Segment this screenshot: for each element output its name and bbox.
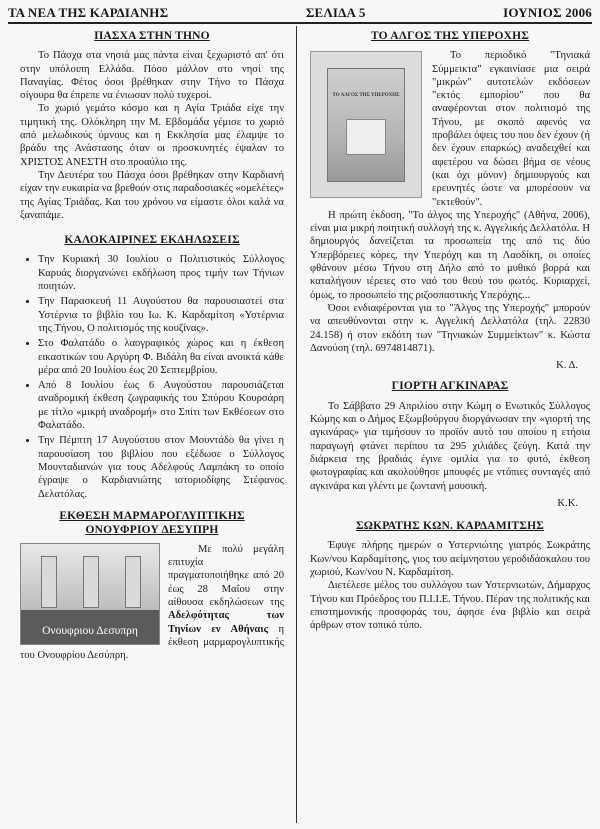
issue-date: ΙΟΥΝΙΟΣ 2006: [503, 5, 592, 20]
list-item: • Την Πέμπτη 17 Αυγούστου στον Μουντάδο θα γίνει η παρουσίαση του βιβλίου που εξέδωσε ο Σύλλογος Μουνταδιανών για τους Αδελφούς Λαμπάκη το οποίο έγραψε ο Καρδιανιώτης ιστοριοδίφης Στέφανος Δελατόλας.: [38, 434, 284, 500]
paragraph: Η πρώτη έκδοση, "Το άλγος της Υπεροχής" (Αθήνα, 2006), είναι μια μικρή ποιητική συλλογή της κ. Αγγελικής Δελλατόλα. Η δημιουργός δανείζεται τα προσωπεία της από τις δύο Υπερβόρειες κόρες, την Υπερόχη και τη Λαοδίκη, οι οποίες φθάνουν μέσω Τήνου στη Δήλο από το μυθικό βορρά και καταλήγουν ιέρειες στο ναό του θεού του φωτός. Κυριαρχεί, όμως, το προσωπείο της ριζοσπαστικής Υπερόχης...: [310, 209, 590, 301]
article-summer-events: [20, 234, 284, 501]
list-item: • Στο Φαλατάδο ο λαογραφικός χώρος και η έκθεση εικαστικών του Αργύρη Φ. Βιδάλη θα είναι ανοικτά κάθε μέρα από 20 Ιουλίου έως 20 Σεπτεμβρίου.: [38, 337, 284, 377]
author-signature: Κ.Κ.: [557, 497, 578, 509]
page-header: [8, 4, 592, 22]
poster-caption-text: Ονουφριου Δεσυπρη: [42, 625, 138, 638]
paragraph: Την Δευτέρα του Πάσχα όσοι βρέθηκαν στην Καρδιανή είχαν την ευκαιρία να βρεθούν στις παραδοσιακές «ομελέτες» της Αγίας Τριάδας. Και του χρόνου να είμαστε όλοι καλά να ξαναπάμε.: [20, 169, 284, 221]
article-title: ΤΟ ΑΛΓΟΣ ΤΗΣ ΥΠΕΡΟΧΗΣ: [370, 30, 530, 42]
list-item: • Την Παρασκευή 11 Αυγούστου θα παρουσιαστεί στα Υστέρνια το βιβλίο του Ιω. Κ. Καρδαμίτση «Υστέρνια της Τήνου, Ο πολιτισμός της κουζίνας».: [38, 295, 284, 335]
cover-illustration: [346, 119, 386, 155]
article-title: ΣΩΚΡΑΤΗΣ ΚΩΝ. ΚΑΡΔΑΜΙΤΣΗΣ: [355, 520, 544, 533]
list-item: • Από 8 Ιουλίου έως 6 Αυγούστου παρουσιάζεται αναδρομική έκθεση ζωγραφικής του Σπύρου Κουρσάρη με τίτλο «μικρή αναδρομή» στο Σπίτι των Εκθέσεων στο Φαλατάδο.: [38, 379, 284, 432]
author-signature: Κ. Δ.: [556, 360, 578, 372]
header-rule: [8, 22, 592, 24]
article-title: [20, 509, 284, 537]
article-agkinara: [310, 380, 590, 510]
sculpture-shape: [41, 556, 57, 608]
title-line: ΕΚΘΕΣΗ ΜΑΡΜΑΡΟΓΛΥΠΤΙΚΗΣ: [59, 509, 245, 522]
article-sokratis: [310, 520, 590, 632]
right-column: [310, 28, 590, 632]
article-title: ΓΙΟΡΤΗ ΑΓΚΙΝΑΡΑΣ: [391, 380, 509, 393]
paragraph: Διετέλεσε μέλος του συλλόγου των Υστερνιωτών, Δήμαρχος Τήνου και Πρόεδρος του Π.Ι.Ι.Ε. Τήνου. Πέραν της πολιτικής και επιστημονικής προσφοράς του, άφησε ένα βιβλίο και σειρά άρθρων στον τοπικό τύπο.: [310, 580, 590, 632]
paragraph: Το περιοδικό "Τηνιακά Σύμμεικτα" εγκαινίασε μια σειρά "μικρών" αυτοτελών εκδόσεων "εκτός εμπορίου" που θα αναφέρονται στον πολιτισμό της Τήνου, με σκοπό αφενός να προβάλει όψεις του που δεν έχουν (ή δεν έχουν επαρκώς) αναδειχθεί και αφετέρου να δώσει βήμα σε νέους (και όχι μόνον) δημιουργούς και ερευνητές ώστε να μπορέσουν να "εκτεθούν".: [432, 50, 590, 208]
text-run: Με πολύ μεγάλη επιτυχία πραγματοποιήθηκε από 20 έως 28 Μαΐου στην αίθουσα εκδηλώσεων της: [168, 543, 284, 608]
column-divider: [296, 26, 297, 823]
exhibit-poster-image: [20, 543, 160, 645]
book-cover-title: ΤΟ ΑΛΓΟΣ ΤΗΣ ΥΠΕΡΟΧΗΣ: [332, 92, 400, 98]
book-cover: [327, 68, 405, 182]
title-line: ΟΝΟΥΦΡΙΟΥ ΔΕΣΥΠΡΗ: [85, 523, 219, 536]
article-exhibit: [20, 509, 284, 663]
sculpture-shape: [83, 556, 99, 608]
article-algos: [310, 30, 590, 378]
list-item: • Την Κυριακή 30 Ιουλίου ο Πολιτιστικός Σύλλογος Καρυάς διοργανώνει εκδήλωση προς τιμήν των Τήνιων ποιητών.: [38, 253, 284, 293]
paragraph: Έφυγε πλήρης ημερών ο Υστερνιώτης γιατρός Σωκράτης Κων/νου Καρδαμίτσης, γιος του αείμνηστου γεροδιδάσκαλου του χωριού, Κων/νου Ν. Καρδαμίτση.: [310, 540, 590, 578]
sculpture-shape: [125, 556, 141, 608]
article-title: ΠΑΣΧΑ ΣΤΗΝ ΤΗΝΟ: [94, 30, 210, 42]
paragraph: Όσοι ενδιαφέρονται για το "Άλγος της Υπεροχής" μπορούν να απευθύνονται στην κ. Αγγελική Δελλατόλα (τηλ. 22830 24.158) ή στον εκδότη των "Τηνιακών Συμμείκτων" κ. Κώστα Δανούση (τηλ. 6974814871).: [310, 302, 590, 354]
text-run-bold: Αδελφότητας των Τηνίων εν Αθήναις: [168, 610, 284, 635]
article-pascha: [20, 30, 284, 222]
page-number: ΣΕΛΙΔΑ 5: [305, 5, 366, 20]
left-column: [20, 28, 284, 662]
article-title: ΚΑΛΟΚΑΙΡΙΝΕΣ ΕΚΔΗΛΩΣΕΙΣ: [64, 234, 240, 247]
text-run: η έκθεση μαρμαρογλυπτικής του Ονουφρίου Δεσύπρη.: [20, 623, 284, 662]
events-list: [20, 253, 284, 500]
paragraph: Το χωριό γεμάτο κόσμο και η Αγία Τριάδα είχε την τιμητική της. Ολόκληρη την Μ. Εβδομάδα γέμισε το χωριό από μελωδικούς ύμνους και η Εκκλησία μας έλαμψε το βράδυ της Ανάστασης όταν οι προσκυνητές έψαλαν το ΧΡΙΣΤΟΣ ΑΝΕΣΤΗ στο προαύλιο της.: [20, 103, 284, 168]
poster-caption: [21, 610, 159, 644]
newspaper-name: ΤΑ ΝΕΑ ΤΗΣ ΚΑΡΔΙΑΝΗΣ: [8, 5, 169, 20]
paragraph: Το Σάββατο 29 Απριλίου στην Κώμη ο Ενωτικός Σύλλογος Κώμης και ο Δήμος Εξωμβούργου διοργάνωσαν την «γιορτή της αγκινάρας» για τιμήσουν το προϊόν αυτό του οποίου η ετήσια παραγωγή φτάνει περίπου τα 295 χιλιάδες ζεύγη. Κατά την διάρκεια της βραδιάς έγινε ομιλία για το φυτό, έκθεση φωτογραφίας και ακολούθησε μπουφές με ντόπιες συνταγές από αγκινάρα και γλέντι με ζωντανή μουσική.: [310, 400, 590, 492]
book-cover-image: [310, 51, 422, 198]
paragraph: Το Πάσχα στα νησιά μας πάντα είναι ξεχωριστό απ' ότι στην υπόλοιπη Ελλάδα. Πόσο μάλλον στο νησί της Παναγίας. Φέτος όσοι βρέθηκαν στην Τήνο το Πάσχα σίγουρα θα έπρεπε να ένιωσαν πολύ τυχεροί.: [20, 50, 284, 102]
